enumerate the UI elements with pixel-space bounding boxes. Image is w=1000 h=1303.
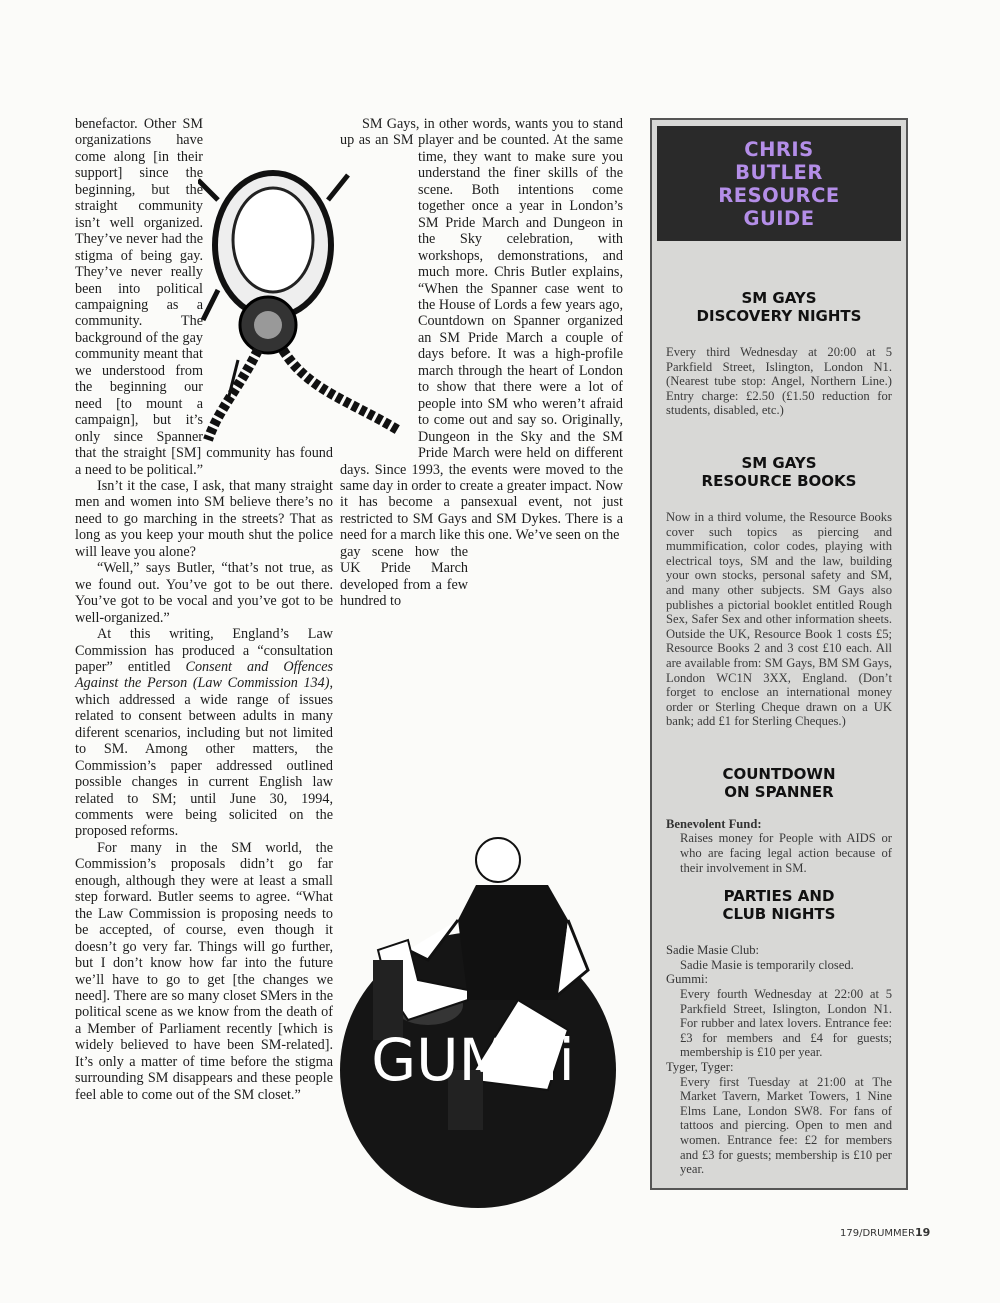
article-column-middle [340, 116, 623, 610]
club-text: Sadie Masie is temporarily closed. [680, 957, 854, 972]
paragraph: At this writing, England’s Law Commission has produced a “consultation paper” entitled Consent and Offences Against the Person (Law Commission 134), which addressed a wide range of issues related to consent between adults in many diferent scenarios, including but not limited to SM. Among other matters, the Commission’s paper addressed outlined possible changes in current English law related to SM; until June 30, 1994, comments were being solicited on the proposed reforms. [75, 626, 334, 840]
paragraph: For many in the SM world, the Commission’s proposals didn’t go far enough, although they were at least a small step forward. Butler seems to agree. “What the Law Commission is proposing needs to be accepted, of course, even though it doesn’t go very far. Things will go further, but I don’t know how far into the future we’ll have to go to get [the changes we need]. There are so many closet SMers in the political scene as we know from the death of a Member of Parliament recently [which is widely believed to have been SM-related]. It’s only a matter of time before the stigma surrounding SM disappears and these people feel able to come out of the SM closet.” [75, 839, 333, 1103]
club-text: Every first Tuesday at 21:00 at The Market Tavern, Market Towers, 1 Nine Elms Lane, London SW8. For fans of tattoos and piercing. Open to men and women. Entrance fee: £2 for members and £3 for guests; membership is £10 per year. [680, 1074, 892, 1177]
fund-label: Benevolent Fund: [666, 816, 762, 831]
section-heading: COUNTDOWN ON SPANNER [722, 764, 836, 801]
club-name: Gummi: [666, 972, 708, 987]
section-text: Now in a third volume, the Resource Books cover such topics as piercing and mummification, color codes, playing with electrical toys, SM and the law, building your own stocks, personal safety and SM, and many other subjects. SM Gays also publishes a pictorial booklet entitled Rough Sex, Safer Sex and other information sheets. Outside the UK, Resource Book 1 costs £5; Resource Books 2 and 3 cost £10 each. All are available from: SM Gays, BM SM Gays, London WC1N 3XX, England. (Don’t forget to enclose an international money order or Sterling Cheque drawn on a UK bank; add £1 for Sterling Cheques.) [666, 509, 892, 729]
resource-guide-sidebar [650, 118, 908, 1190]
club-name: Sadie Masie Club: [666, 943, 760, 958]
club-name: Tyger, Tyger: [666, 1060, 734, 1074]
section-text: Raises money for People with AIDS or who are facing legal action because of their involvement in SM. [680, 831, 892, 875]
section-heading: PARTIES AND CLUB NIGHTS [722, 887, 836, 924]
paragraph: SM Gays, in other words, wants you to stand up as an SM player and be counted. At the same time, they want to make sure you understand the finer skills of the scene. Both intentions come together once a year in London’s SM Pride March and Dungeon in the Sky celebration, with workshops, demonstrations, and much more. Chris Butler explains, “When the Spanner case went to the House of Lords a few years ago, Countdown on Spanner organized an SM Pride March a couple of days before. It was a high-profile march through the heart of London to show that there were a lot of people into SM who weren’t afraid to come out and say so. Originally, Dungeon in the Sky and the SM Pride March were held on different days. Since 1993, the events were moved to the same day in order to create a greater impact. Now it has become a pansexual event, not just restricted to SM Gays and SM Dykes. There is a need for a march like this one. We’ve seen on the [340, 116, 623, 544]
title-line: CHRIS [744, 137, 814, 161]
title-line: RESOURCE [718, 183, 840, 207]
club-text: Every fourth Wednesday at 22:00 at 5 Parkfield Street, Islington, London N1. For rubber and latex lovers. Entrance fee: £3 for members and £4 for guests; membership is £10 per year. [680, 987, 892, 1060]
section-text: Every third Wednesday at 20:00 at 5 Parkfield Street, Islington, London N1. (Nearest tube stop: Angel, Northern Line.) Entry charge: £2.50 (£1.50 reduction for students, disabled, etc.) [666, 345, 892, 418]
sidebar-header [657, 126, 901, 241]
page-folio: 179/DRUMMER19 [840, 1226, 931, 1239]
paragraph: Isn’t it the case, I ask, that many straight men and women into SM believe there’s no need to go marching in the streets? That as long as you keep your mouth shut the police will leave you alone? [75, 477, 333, 560]
section-heading: SM GAYS DISCOVERY NIGHTS [696, 289, 862, 325]
gummi-illustration [318, 830, 623, 1210]
gummi-logo: GUMMi [371, 1026, 575, 1094]
paragraph: gay scene how the UK Pride March developed from a few hundred to [340, 543, 468, 610]
paragraph: “Well,” says Butler, “that’s not true, as we found out. You’ve got to be out there. You’ve got to be vocal and you’ve got to be well-organized.” [75, 560, 333, 626]
article-column-left [75, 116, 333, 1103]
title-line: GUIDE [743, 206, 815, 230]
section-heading: SM GAYS RESOURCE BOOKS [701, 453, 857, 490]
paragraph: benefactor. Other SM organizations have come along [in their support] since the beginning, but the straight community isn’t well organized. They’ve never had the stigma of being gay. They’ve never really been into political campaigning as a community. The background of the gay community meant that we understood from the beginning our need [to mount a campaign], but it’s only since Spanner that the straight [SM] community has found a need to be political.” [75, 116, 333, 478]
title-line: BUTLER [735, 160, 823, 184]
